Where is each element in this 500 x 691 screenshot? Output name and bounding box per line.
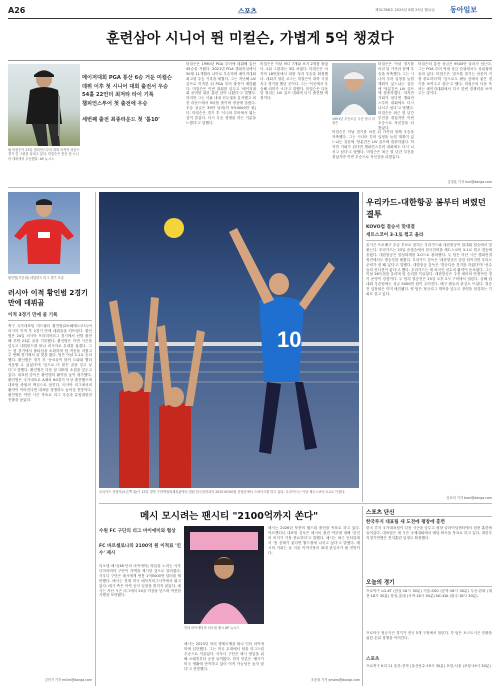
brief-1-title: 한국루지 대표팀 새 도전에 평창에 훈련 <box>366 520 445 525</box>
messi-figure <box>184 526 264 624</box>
messi-subhead: FC 바르셀로나의 2100억 원 이적료 '인수' 제시 <box>99 544 181 556</box>
brief-1-body: 한국 루지 국가대표팀이 다음 시즌을 앞두고 평창 슬라이딩센터에서 집중 훈련에 들어갔다. 대표팀은 새 시즌 국제대회에서 메달 획득을 목표로 하고 있다. 대한루지경기연맹은 전지훈련 일정도 확정했다. <box>366 526 492 540</box>
schedule-list: 프로야구 LG-KT (잠실·18시 30분) 키움-SSG (문학·18시 30분) 두산-한화 (대전·18시 30분) 삼성-롯데 (사직·18시 30분) NC-KIA (광주·18시 30분) <box>366 589 492 598</box>
column-divider <box>95 192 96 686</box>
mickelson-caption: 필 미컬슨이 23일 챔피언스투어 대회 마지막 라운드 경기 중 그린을 살피고 있다. 미컬슨은 통산 첫 시니어 대회에서 우승했다. AP 뉴시스 <box>8 148 80 161</box>
messi-body-col2: 메시는 2023년 파리 생제르맹을 떠나 인터 마이애미에 입단했다. 그는 미국 무대에서 팀을 리그스컵 우승으로 이끌었다. 사우디 구단은 메시 영입을 위해 오래전부터 공을 들여왔다. 현지 언론은 '메시가 미국 생활에 만족하고 있어 이적 가능성은 높지 않다'고 전망했다. <box>184 642 264 671</box>
header-rule <box>8 18 492 19</box>
lead-body-col3-bottom: 미컬슨은 이날 경기를 마친 뒤 가족과 함께 우승을 자축했다. 그는 시니어 투어 일정을 늘릴 계획이 있느냐는 질문에 '당분간은 LIV 골프에 집중하겠다. 하지만 기회가 된다면 챔피언스투어 대회에도 다시 나서고 싶다'고 답했다. 미컬슨은 최근 몇 년간 부진을 겪었지만 이번 우승으로 자신감을 되찾았다. <box>332 130 414 159</box>
sports-schedule: 프로축구 K리그1 울산-전북 (울산문수·19시 30분) 포항-서울 (포항·19시 30분) <box>366 664 491 668</box>
volley-byline: 임보미 기자 bom@donga.com <box>446 496 492 500</box>
column-divider <box>362 506 363 686</box>
lead-body-col1: 미컬슨은 1990년 PGA 투어에 데뷔해 통산 45승을 거뒀다. 2021년 PGA 챔피언십에서 50세 11개월의 나이로 우승하며 메이저대회 최고령 우승 기록을 세웠다. 그는 지난해 LIV 골프로 이적한 뒤 PGA 투어 출전이 제한됐다. 미컬슨은 이번 대회를 앞두고 '메이저대회 준비를 위한 훈련 삼아 나왔다'고 말했다. 하지만 그는 사흘 내내 선두권을 유지했고 최종 라운드에서 5타를 줄이며 정상에 올랐다. 우승 상금은 39만 달러(약 5억4000만 원)다. 미컬슨은 경기 후 '시니어 투어에서 뛰는 것이 즐겁다. 다시 우승 경쟁을 하는 기분을 느꼈다'고 말했다. <box>186 62 256 125</box>
svg-text:10: 10 <box>277 327 302 352</box>
lead-subhead: 세번째 출전 최종라운드 첫 '톱10' <box>82 117 160 123</box>
page-number: A26 <box>8 6 26 15</box>
volleyball-ball <box>164 218 184 238</box>
hwang-photo-caption: 황인범(가운데) 네덜란드 리그 경기 모습 <box>8 276 64 280</box>
section-divider <box>8 187 492 188</box>
schedule-title: 오늘의 경기 <box>366 580 395 586</box>
schedule-rule <box>366 586 492 587</box>
messi-kicker: 수원 FC 구단의 리그 마이애미와 협상 <box>99 529 176 534</box>
volley-body: 올시즌 프로배구 우승 후보로 꼽히는 우리카드와 대한항공이 컵대회 결승에서 맞붙는다. 우리카드는 23일 준결승에서 한국전력을 세트스코어 3-1로 꺾고 결승에 올랐다. 대한항공은 삼성화재를 3-0으로 완파했다. 두 팀은 지난 시즌 챔피언결정전에서도 명승부를 펼쳤다. 우리카드 감독은 '대한항공은 강한 팀이지만 우리도 준비가 잘 돼 있다'고 말했다. 대한항공 감독은 '결승다운 경기를 하겠다'며 '선수들의 컨디션이 좋다'고 했다. 우리카드는 새 외국인 선수의 활약이 돋보였다. 그는 이날 26득점을 올리며 팀 승리를 이끌었다. 대한항공은 주전 세터의 안정적인 경기 운영이 강점이다. 두 팀의 결승전은 25일 오후 2시 구미에서 열린다. 올해 컵대회 우승팀에는 상금 5000만 원이 주어진다. 배구 팬들의 관심도 뜨겁다. 결승전 입장권은 이미 매진됐다. 양 팀은 정규리그 개막을 앞두고 전력을 점검하는 기회로 삼고 있다. <box>366 243 492 297</box>
headline-rule <box>8 60 492 61</box>
volley-subhead-1: KOVO컵 결승서 맞대결 <box>366 225 415 230</box>
messi-body-col3: 메시는 2026년 북중미 월드컵 출전을 목표로 하고 있다. 아르헨티나 대표팀 감독은 메시의 출전 여부에 대해 '본인의 의지가 가장 중요하다'고 말했다. 메시는 최근 인터뷰에서 '몸 상태가 좋다면 월드컵에 나서고 싶다'고 밝혔다. 메시의 거취는 올 겨울 이적시장의 최대 관심사가 될 전망이다. <box>268 526 360 555</box>
column-divider <box>362 192 363 502</box>
lead-subhead: 챔피언스투어 첫 출전에 우승 <box>82 100 148 107</box>
lead-body-col3-top: 미컬슨은 이날 경기를 마친 뒤 가족과 함께 우승을 자축했다. 그는 시니어 투어 일정을 늘릴 계획이 있느냐는 질문에 '당분간은 LIV 골프에 집중하겠다. 하지만 기회가 된다면 챔피언스투어 대회에도 다시 나서고 싶다'고 답했다. 미컬슨은 최근 몇 년간 부진을 겪었지만 이번 우승으로 자신감을 되찾았다. <box>378 62 414 130</box>
volleyball-caption: 우리카드 신영석(오른쪽 위)이 23일 경북 구미박정희체육관에서 열린 한국전력과의 2025 KOVO컵 준결승에서 스파이크를 하고 있다. 우리카드는 이날 세트스코어 3-1로 이겼다. <box>99 490 346 494</box>
messi-photo <box>184 526 264 624</box>
hwang-byline: 김민기 기자 mkim@donga.com <box>44 678 92 682</box>
hwang-body: 축구 국가대표팀 미드필더 황인범(29·페예노르트)이 러시아 이적 후 2경기 만에 데뷔골을 터뜨렸다. 황인범은 24일 러시아 프리미어리그 경기에서 선발 출전해 후반 23분 골을 기록했다. 황인범은 이번 시즌을 앞두고 네덜란드를 떠나 러시아로 무대를 옮겼다. 그는 첫 경기에서 풀타임을 소화하며 팀 적응을 마쳤고 두 번째 경기에서 골 맛을 봤다. 팀은 이날 2-1로 승리했다. 황인범은 경기 후 '동료들이 많이 도와줘 빨리 적응할 수 있었다'며 '앞으로 더 많은 골을 넣고 싶다'고 말했다. 황인범은 다음 달 대표팀 소집을 앞두고 있다. 대표팀 감독은 황인범의 활약을 높이 평가했다. 황인범은 국가대표로 A매치 60경기 이상 출전했으며 대표팀 중원의 핵심으로 꼽힌다. 러시아 리그에서의 활약이 이어진다면 대표팀 경쟁력도 높아질 전망이다. 황인범은 이번 시즌 목표로 리그 우승과 유럽대항전 진출을 꼽았다. <box>8 324 92 402</box>
volleyball-scene <box>99 192 359 488</box>
messi-body-col1: 리오넬 메시(38·인터 마이애미) 영입을 노리는 사우디아라비아 구단이 거액을 제시한 것으로 알려졌다. 사우디 구단은 메시에게 연봉 1억5000만 달러를 제안했다. 메시는 현재 미국 메이저리그사커에서 뛰고 있다. 메시 측은 아직 공식 입장을 밝히지 않았다. 메시는 지난 시즌 리그에서 20골 이상을 넣으며 여전한 기량을 보여줬다. <box>99 564 181 598</box>
section-divider <box>99 503 492 504</box>
lead-subhead: 54홀 22언더 최저타 타이 기록 <box>82 92 154 98</box>
hwang-photo <box>8 192 80 274</box>
messi-headline: 메시 모시려는 팬시티 "2100억까지 쏜다" <box>139 511 319 522</box>
volley-rule <box>366 240 492 241</box>
lead-subhead: 데뷔 이후 첫 시니어 대회 출전서 우승 <box>82 83 169 90</box>
mickelson-photo <box>8 64 80 146</box>
messi-photo-caption: 인터 마이애미의 리오넬 메시 AP 뉴시스 <box>184 626 240 630</box>
footballer-figure <box>8 192 80 274</box>
lead-subheads <box>82 74 180 125</box>
newspaper-logo: 동아일보 <box>450 5 478 14</box>
volley-headline: 우리카드-대한항공 봄부터 벼렸던 결투 <box>366 197 486 219</box>
hwang-subhead: 이적 3경기 만에 골 기록 <box>8 313 58 318</box>
lead-byline: 김정훈 기자 hun@donga.com <box>447 180 492 184</box>
issue-meta: 제31786호 2025년 8월 25일 월요일 <box>375 8 435 12</box>
lead-headline: 훈련삼아 시니어 뛴 미컬슨, 가볍게 5억 챙겼다 <box>106 31 394 47</box>
schedule-note: 프로야구 정규시즌 경기가 전국 5개 구장에서 열린다. 각 팀은 포스트시즌 진출을 위한 순위 경쟁을 이어간다. <box>366 631 492 640</box>
section-title: 스포츠 <box>238 7 257 15</box>
briefs-title: 스포츠 단신 <box>366 510 395 516</box>
golfer-figure <box>8 64 80 146</box>
briefs-rule <box>366 516 492 517</box>
hwang-headline: 러시아 이적 황인범 2경기 만에 데뷔골 <box>8 289 88 307</box>
portrait-caption: 1991년 투산오픈 우승 당시 미컬슨 <box>332 117 375 126</box>
volleyball-photo <box>99 192 359 488</box>
lead-body-col2: 미컬슨은 이날 버디 7개와 보기 2개를 묶었다. 2위 그룹과는 3타 차였다. 미컬슨은 마지막 18번홀에서 파를 지켜 우승을 확정했다. 대회가 열린 코스는 미컬슨이 대학 시절 자주 경기를 했던 곳이다. 그는 '이곳에서 우승해 의미가 크다'고 말했다. 미컬슨은 다음 달 열리는 LIV 골프 대회에 다시 출전할 예정이다. <box>260 62 328 101</box>
lead-body-col4: 미컬슨의 통산 상금은 9500만 달러가 넘는다. 그는 PGA 투어 역대 상금 순위에서도 상위권에 올라 있다. 미컬슨은 '골프를 즐기는 마음이 가장 중요하다'며 '앞으로도 팬들 앞에서 좋은 경기를 보여주고 싶다'고 했다. 미컬슨의 다음 목표는 메이저대회에서 다시 한번 경쟁력을 보여주는 것이다. <box>418 62 492 96</box>
lead-subhead: 메이저대회 PGA 통산 6승 거둔 미컬슨 <box>82 75 172 81</box>
mickelson-portrait-photo <box>332 63 376 115</box>
portrait-figure <box>332 63 376 115</box>
volley-subhead-2: 세트스코어 3-1로 꺾고 올라 <box>366 233 424 238</box>
sports-label: 스포츠 <box>366 657 380 662</box>
hwang-rule <box>8 320 92 321</box>
messi-byline: 조응형 기자 yesbro@donga.com <box>310 678 360 682</box>
